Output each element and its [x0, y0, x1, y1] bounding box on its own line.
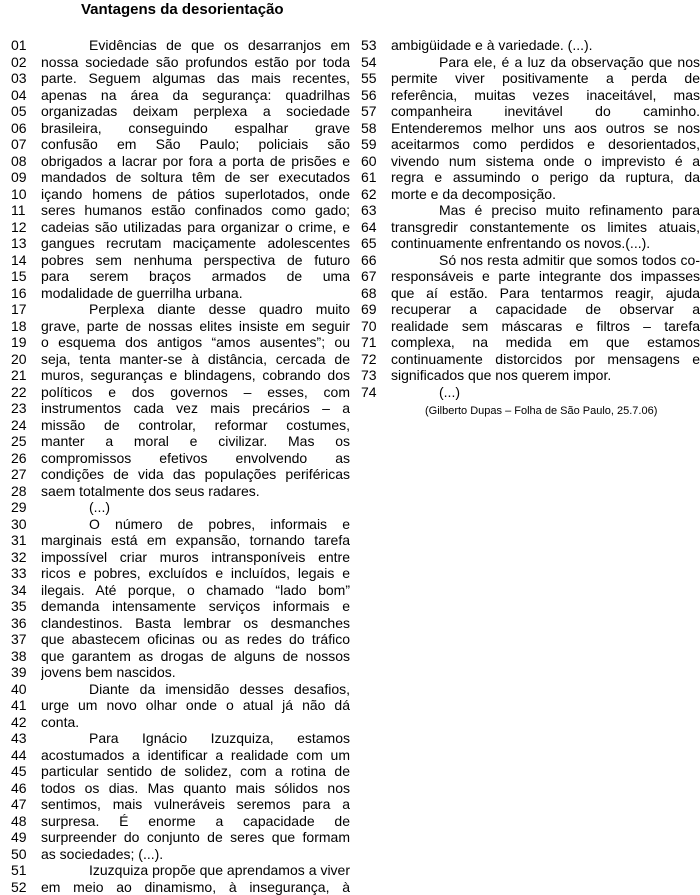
line-number: 53: [361, 37, 391, 54]
line-text: Izuzquiza propõe que aprendamos a viver: [41, 862, 350, 879]
line-text: gangues recrutam maciçamente adolescentes: [41, 235, 350, 252]
line-text: condições de vida das populações periféricas: [41, 466, 350, 483]
line-text: ambigüidade e à variedade. (...).: [391, 37, 700, 54]
line-number: 55: [361, 70, 391, 87]
text-line: [361, 334, 700, 351]
line-text: modalidade de guerrilha urbana.: [41, 285, 350, 302]
text-line: [11, 565, 350, 582]
line-number: 67: [361, 268, 391, 285]
line-text: Mas é preciso muito refinamento para: [391, 202, 700, 219]
line-text: vivendo num sistema onde o imprevisto é a: [391, 153, 700, 170]
text-line: [11, 648, 350, 665]
text-line: [11, 714, 350, 731]
text-line: [11, 780, 350, 797]
text-line: [11, 367, 350, 384]
line-text: Perplexa diante desse quadro muito: [41, 301, 350, 318]
line-text: Para ele, é a luz da observação que nos: [391, 54, 700, 71]
line-text: O número de pobres, informais e: [41, 516, 350, 533]
text-line: [11, 598, 350, 615]
line-number: 29: [11, 499, 41, 516]
line-text: Entenderemos melhor uns aos outros se nos: [391, 120, 700, 137]
line-number: 37: [11, 631, 41, 648]
line-number: 63: [361, 202, 391, 219]
text-line: [361, 136, 700, 153]
line-text: saem totalmente dos seus radares.: [41, 483, 350, 500]
line-text: Diante da imensidão desses desafios,: [41, 681, 350, 698]
line-text: para serem braços armados de uma: [41, 268, 350, 285]
line-text: continuamente distorcidos por mensagens e: [391, 351, 700, 368]
line-number: 10: [11, 186, 41, 203]
line-number: 46: [11, 780, 41, 797]
line-text: realidade sem máscaras e filtros – tarefa: [391, 318, 700, 335]
text-line: [11, 417, 350, 434]
line-text: que abastecem oficinas ou as redes do tráfico: [41, 631, 350, 648]
line-number: 35: [11, 598, 41, 615]
text-line: [361, 219, 700, 236]
text-line: [11, 516, 350, 533]
line-number: 18: [11, 318, 41, 335]
text-line: [11, 285, 350, 302]
line-number: 16: [11, 285, 41, 302]
line-number: 23: [11, 400, 41, 417]
line-number: 58: [361, 120, 391, 137]
line-number: 54: [361, 54, 391, 71]
text-line: [11, 186, 350, 203]
text-line: [361, 153, 700, 170]
text-line: [361, 103, 700, 120]
text-line: [11, 103, 350, 120]
line-number: 27: [11, 466, 41, 483]
text-line: [11, 351, 350, 368]
text-line: [11, 466, 350, 483]
text-line: [11, 549, 350, 566]
text-line: [11, 532, 350, 549]
line-text: em meio ao dinamismo, à insegurança, à: [41, 879, 350, 895]
line-number: 66: [361, 252, 391, 269]
line-number: 56: [361, 87, 391, 104]
text-line: [361, 318, 700, 335]
line-text: apenas na área da segurança: quadrilhas: [41, 87, 350, 104]
line-number: 65: [361, 235, 391, 252]
text-line: [361, 384, 700, 401]
text-line: [11, 862, 350, 879]
text-line: [11, 829, 350, 846]
text-line: [11, 87, 350, 104]
line-text: conta.: [41, 714, 350, 731]
line-number: 13: [11, 235, 41, 252]
text-line: [11, 664, 350, 681]
line-number: 02: [11, 54, 41, 71]
text-line: [361, 87, 700, 104]
text-line: [11, 37, 350, 54]
line-text: impossível criar muros intransponíveis entre: [41, 549, 350, 566]
line-text: referência, muitas vezes inaceitável, mas: [391, 87, 700, 104]
text-line: [11, 631, 350, 648]
line-text: brasileira, conseguindo espalhar grave: [41, 120, 350, 137]
line-text: confusão em São Paulo; policiais são: [41, 136, 350, 153]
line-text: aceitarmos como perdidos e desorientados,: [391, 136, 700, 153]
line-number: 26: [11, 450, 41, 467]
text-line: [361, 120, 700, 137]
text-line: [361, 54, 700, 71]
line-number: 74: [361, 384, 391, 401]
text-line: [361, 37, 700, 54]
text-line: [11, 813, 350, 830]
line-number: 06: [11, 120, 41, 137]
line-number: 45: [11, 763, 41, 780]
line-number: 41: [11, 697, 41, 714]
line-text: que aí estão. Para tentarmos reagir, ajuda: [391, 285, 700, 302]
line-text: acostumados a identificar a realidade com um: [41, 747, 350, 764]
line-text: (...): [391, 384, 700, 401]
text-line: [361, 351, 700, 368]
line-number: 30: [11, 516, 41, 533]
line-number: 62: [361, 186, 391, 203]
text-line: [11, 796, 350, 813]
line-text: significados que nos querem impor.: [391, 367, 700, 384]
text-line: [361, 285, 700, 302]
line-number: 08: [11, 153, 41, 170]
line-text: permite viver positivamente a perda de: [391, 70, 700, 87]
line-number: 01: [11, 37, 41, 54]
line-number: 49: [11, 829, 41, 846]
text-line: [11, 730, 350, 747]
text-line: [361, 186, 700, 203]
line-number: 03: [11, 70, 41, 87]
line-text: compromissos efetivos envolvendo as: [41, 450, 350, 467]
line-number: 22: [11, 384, 41, 401]
line-text: parte. Seguem algumas das mais recentes,: [41, 70, 350, 87]
line-number: 20: [11, 351, 41, 368]
text-line: [11, 252, 350, 269]
text-line: [11, 450, 350, 467]
line-number: 52: [11, 879, 41, 895]
line-number: 07: [11, 136, 41, 153]
line-text: demanda intensamente serviços informais e: [41, 598, 350, 615]
text-line: [361, 268, 700, 285]
line-number: 11: [11, 202, 41, 219]
text-line: [361, 202, 700, 219]
line-number: 21: [11, 367, 41, 384]
text-line: [11, 582, 350, 599]
text-line: [11, 70, 350, 87]
text-line: [11, 219, 350, 236]
text-line: [11, 499, 350, 516]
text-line: [11, 433, 350, 450]
text-line: [11, 846, 350, 863]
line-text: as sociedades; (...).: [41, 846, 350, 863]
line-text: (...): [41, 499, 350, 516]
line-text: organizadas deixam perplexa a sociedade: [41, 103, 350, 120]
line-number: 59: [361, 136, 391, 153]
source-citation: (Gilberto Dupas – Folha de São Paulo, 25.7.06): [425, 404, 657, 418]
text-line: [11, 384, 350, 401]
line-text: pobres sem nenhuma perspectiva de futuro: [41, 252, 350, 269]
line-number: 61: [361, 169, 391, 186]
text-line: [11, 120, 350, 137]
line-number: 36: [11, 615, 41, 632]
line-number: 44: [11, 747, 41, 764]
line-text: o esquema dos antigos “amos ausentes”; ou: [41, 334, 350, 351]
line-number: 19: [11, 334, 41, 351]
text-line: [11, 879, 350, 895]
line-text: Para Ignácio Izuzquiza, estamos: [41, 730, 350, 747]
text-line: [361, 169, 700, 186]
text-line: [11, 301, 350, 318]
text-line: [11, 697, 350, 714]
line-number: 72: [361, 351, 391, 368]
text-line: [11, 483, 350, 500]
line-text: marginais está em expansão, tornando tarefa: [41, 532, 350, 549]
text-line: [11, 268, 350, 285]
line-text: particular sentido de solidez, com a rotina de: [41, 763, 350, 780]
line-number: 64: [361, 219, 391, 236]
text-line: [11, 235, 350, 252]
line-text: políticos e dos governos – esses, com: [41, 384, 350, 401]
line-text: obrigados a lacrar por fora a porta de prisões e: [41, 153, 350, 170]
left-column: [11, 37, 350, 895]
line-text: transgredir constantemente os limites atuais,: [391, 219, 700, 236]
line-text: seres humanos estão confinados como gado;: [41, 202, 350, 219]
line-number: 48: [11, 813, 41, 830]
line-text: Evidências de que os desarranjos em: [41, 37, 350, 54]
line-text: todos os dias. Mas quanto mais sólidos nos: [41, 780, 350, 797]
text-line: [11, 681, 350, 698]
line-text: Só nos resta admitir que somos todos co-: [391, 252, 700, 269]
line-text: regra e assumindo o perigo da ruptura, da: [391, 169, 700, 186]
line-text: içando homens de pátios superlotados, onde: [41, 186, 350, 203]
document-title: Vantagens da desorientação: [81, 1, 284, 19]
line-number: 71: [361, 334, 391, 351]
line-text: ilegais. Até porque, o chamado “lado bom”: [41, 582, 350, 599]
line-text: recuperar a capacidade de observar a: [391, 301, 700, 318]
line-number: 28: [11, 483, 41, 500]
line-number: 51: [11, 862, 41, 879]
text-line: [361, 235, 700, 252]
line-text: missão de controlar, reformar costumes,: [41, 417, 350, 434]
line-number: 14: [11, 252, 41, 269]
text-line: [11, 54, 350, 71]
line-number: 38: [11, 648, 41, 665]
line-text: instrumentos cada vez mais precários – a: [41, 400, 350, 417]
line-number: 40: [11, 681, 41, 698]
line-text: ricos e pobres, excluídos e incluídos, legais e: [41, 565, 350, 582]
line-number: 15: [11, 268, 41, 285]
line-text: grave, parte de nossas elites insiste em seguir: [41, 318, 350, 335]
text-line: [11, 763, 350, 780]
line-number: 25: [11, 433, 41, 450]
line-text: responsáveis e parte integrante dos impasses: [391, 268, 700, 285]
text-line: [11, 747, 350, 764]
line-number: 31: [11, 532, 41, 549]
text-line: [11, 318, 350, 335]
line-text: muros, seguranças e blindagens, cobrando dos: [41, 367, 350, 384]
line-text: morte e da decomposição.: [391, 186, 700, 203]
text-line: [361, 367, 700, 384]
text-line: [361, 70, 700, 87]
line-text: manter a moral e civilizar. Mas os: [41, 433, 350, 450]
line-text: continuamente enfrentando os novos.(...).: [391, 235, 700, 252]
line-text: jovens bem nascidos.: [41, 664, 350, 681]
line-number: 57: [361, 103, 391, 120]
line-number: 24: [11, 417, 41, 434]
line-number: 17: [11, 301, 41, 318]
line-text: surpresa. É enorme a capacidade de: [41, 813, 350, 830]
line-text: seja, tenta manter-se à distância, cercada de: [41, 351, 350, 368]
line-number: 68: [361, 285, 391, 302]
line-number: 43: [11, 730, 41, 747]
line-text: complexa, na medida em que estamos: [391, 334, 700, 351]
line-number: 12: [11, 219, 41, 236]
line-number: 34: [11, 582, 41, 599]
text-line: [11, 153, 350, 170]
text-line: [11, 400, 350, 417]
line-number: 47: [11, 796, 41, 813]
line-text: companheira inevitável do caminho.: [391, 103, 700, 120]
text-line: [11, 334, 350, 351]
line-number: 50: [11, 846, 41, 863]
line-number: 33: [11, 565, 41, 582]
line-number: 39: [11, 664, 41, 681]
line-text: urge um novo olhar onde o atual já não dá: [41, 697, 350, 714]
line-number: 42: [11, 714, 41, 731]
line-text: nossa sociedade são profundos estão por toda: [41, 54, 350, 71]
line-text: sentimos, mais vulneráveis seremos para a: [41, 796, 350, 813]
line-number: 69: [361, 301, 391, 318]
text-line: [11, 136, 350, 153]
line-number: 70: [361, 318, 391, 335]
text-line: [361, 301, 700, 318]
line-text: mandados de soltura têm de ser executados: [41, 169, 350, 186]
line-text: que garantem as drogas de alguns de nossos: [41, 648, 350, 665]
right-column: [361, 37, 700, 400]
line-number: 05: [11, 103, 41, 120]
line-number: 09: [11, 169, 41, 186]
line-number: 60: [361, 153, 391, 170]
line-number: 32: [11, 549, 41, 566]
line-number: 73: [361, 367, 391, 384]
text-line: [361, 252, 700, 269]
line-number: 04: [11, 87, 41, 104]
line-text: clandestinos. Basta lembrar os desmanches: [41, 615, 350, 632]
text-line: [11, 202, 350, 219]
line-text: cadeias são utilizadas para organizar o crime, e: [41, 219, 350, 236]
line-text: surpreender do conjunto de seres que formam: [41, 829, 350, 846]
text-line: [11, 615, 350, 632]
text-line: [11, 169, 350, 186]
